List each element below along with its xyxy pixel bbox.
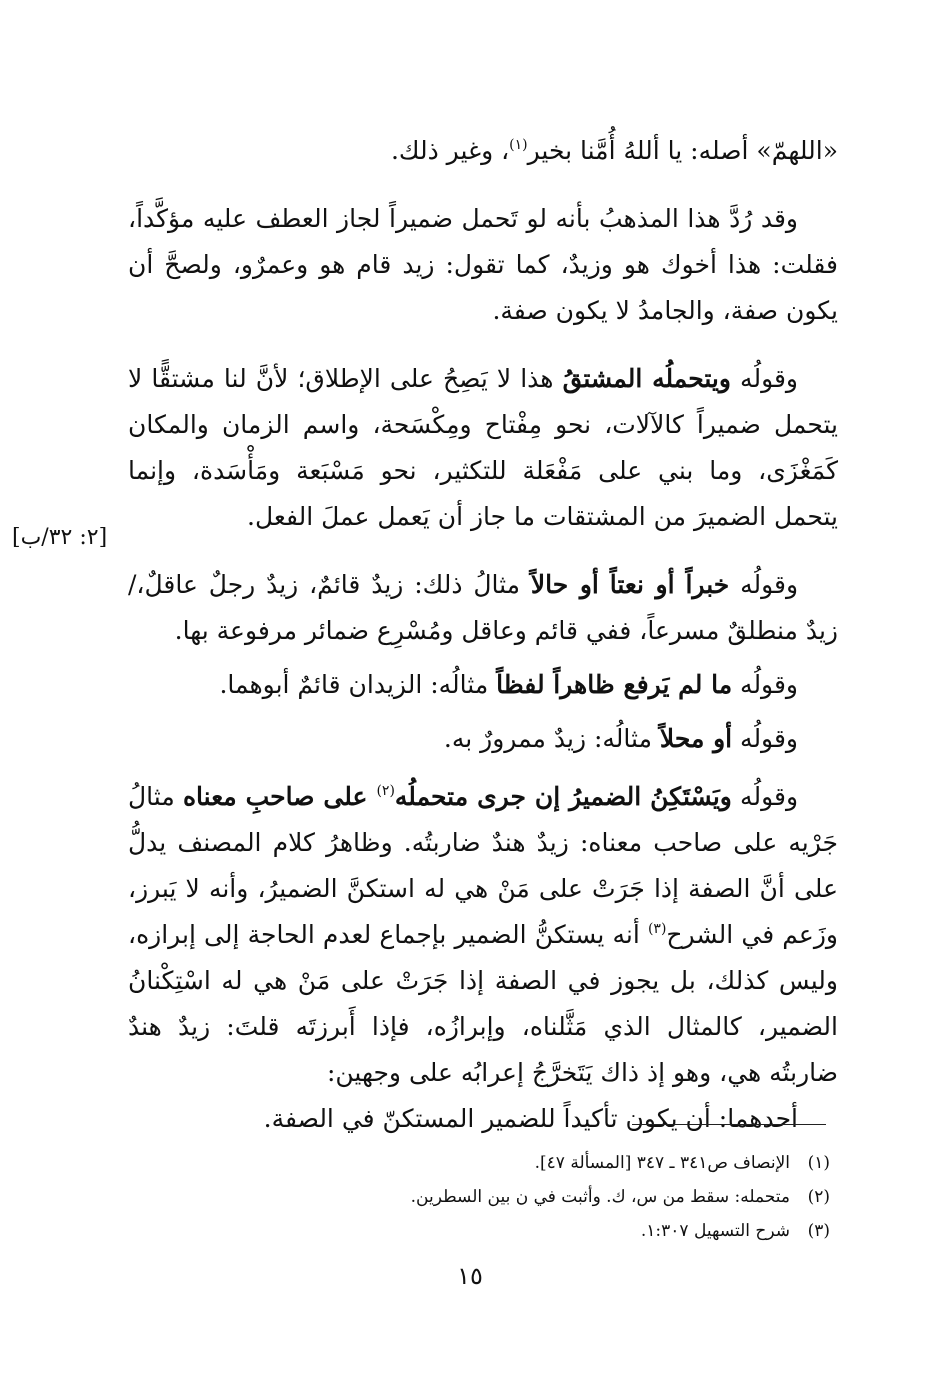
- paragraph-7: [128, 774, 838, 1096]
- footnote-3-number: (٣): [807, 1221, 830, 1241]
- footnote-2: [300, 1180, 830, 1214]
- footnote-3: [300, 1214, 830, 1248]
- paragraph-3: [128, 356, 838, 540]
- footnote-ref-1[interactable]: (١): [509, 137, 528, 153]
- paragraph-5: [128, 662, 838, 708]
- paragraph-2: وقد رُدَّ هذا المذهبُ بأنه لو تَحمل ضميراً لجاز العطف عليه مؤكَّداً، فقلت: هذا أخوك هو وزيدٌ، كما تقول: زيد قام هو وعمرٌو، ولصحَّ أن يكون صفة، والجامدُ لا يكون صفة.: [128, 204, 838, 325]
- p5-bold-term: ما لم يَرفع ظاهراً لفظاً: [496, 670, 733, 699]
- footnote-divider: [632, 1124, 826, 1125]
- p4-lead: وقولُه: [729, 570, 799, 599]
- paragraph-1: [128, 128, 838, 174]
- p4-bold-1: خبراً: [685, 570, 730, 599]
- p6-lead: وقولُه: [732, 724, 798, 753]
- paragraph-4: [128, 562, 838, 654]
- p3-lead: وقولُه: [730, 364, 799, 393]
- footnotes: [300, 1146, 830, 1248]
- footnote-1-number: (١): [807, 1153, 830, 1173]
- footnote-1-text: الإنصاف ص٣٤١ ـ ٣٤٧ [المسألة ٤٧].: [534, 1153, 790, 1173]
- p7-bold-2: على صاحبِ معناه: [182, 782, 377, 811]
- p3-bold-term: ويتحملُه المشتقُ: [562, 364, 731, 393]
- footnote-2-number: (٢): [807, 1187, 830, 1207]
- p4-sep-1: [675, 570, 686, 599]
- p4-bold-3: أو حالاً: [530, 570, 599, 599]
- p7-lead: وقولُه: [731, 782, 799, 811]
- paragraph-8: أحدهما: أن يكون تأكيداً للضمير المستكنّ في الصفة.: [263, 1104, 798, 1133]
- paragraph-6: [128, 716, 838, 762]
- manuscript-folio-note: [٢: ٣٢/ب]: [12, 525, 108, 550]
- p4-sep-2: [599, 570, 610, 599]
- p6-rest: مثالُه: زيدٌ ممرورٌ به.: [443, 724, 660, 753]
- footnote-2-text: متحمله: سقط من س، ك. وأثبت في ن بين السطرين.: [410, 1187, 790, 1207]
- page-number: ١٥: [457, 1262, 483, 1290]
- footnote-3-text: شرح التسهيل ١:٣٠٧.: [640, 1221, 790, 1241]
- p4-bold-2: أو نعتاً: [609, 570, 675, 599]
- p7-bold-1: ويَسْتَكِنُ الضميرُ إن جرى متحملُه: [394, 782, 732, 811]
- p6-bold-term: أو محلاً: [659, 724, 733, 753]
- main-text: [128, 128, 838, 1142]
- p5-rest: مثالُه: الزيدان قائمٌ أبوهما.: [219, 670, 497, 699]
- p7-rest-1: مثالُ جَرْيه على صاحب معناه: زيدٌ هندٌ ضاربتُه. وظاهرُ كلام المصنف يدلُّ على أنَّ الصفة إذا جَرَتْ على مَنْ هي له استكنَّ الضميرُ، وأنه لا يَبرز، وزَعم في الشرح: [128, 782, 838, 949]
- p5-lead: وقولُه: [732, 670, 798, 699]
- p3-rest: هذا لا يَصِحُ على الإطلاق؛ لأنَّ لنا مشتقًّا لا يتحمل ضميراً كالآلات، نحو مِفْتاح ومِكْسَحة، واسم الزمان والمكان كَمَغْزَى، وما بني على مَفْعَلة للتكثير، نحو مَسْبَعة ومَأْسَدة، وإنما يتحمل الضميرَ من المشتقات ما جاز أن يَعمل عملَ الفعل.: [128, 364, 838, 531]
- footnote-1: [300, 1146, 830, 1180]
- footnote-ref-3[interactable]: (٣): [647, 921, 667, 937]
- p4-rest: مثالُ ذلك: زيدٌ قائمٌ، زيدٌ رجلٌ عاقلٌ،/ زيدٌ منطلقٌ مسرعاً، ففي قائم وعاقل ومُسْرِع ضمائر مرفوعة بها.: [128, 570, 838, 645]
- paragraph-1-text: «اللهمّ» أصله: يا أللهُ أُمَّنا بخير: [527, 136, 838, 165]
- footnote-ref-2[interactable]: (٢): [376, 783, 395, 799]
- p7-rest-2: أنه يستكنُّ الضمير بإجماع لعدم الحاجة إلى إبرازه، وليس كذلك، بل يجوز في الصفة إذا جَرَتْ على مَنْ هي له اسْتِكْنانُ الضمير، كالمثال الذي مَثَّلناه، وإبرازُه، فإذا أَبرزتَه قلتَ: زيدٌ هندٌ ضاربتُه هي، وهو إذ ذاك يَتَخرَّجُ إعرابُه على وجهين:: [128, 920, 838, 1087]
- paragraph-1-end: ، وغير ذلك.: [390, 136, 510, 165]
